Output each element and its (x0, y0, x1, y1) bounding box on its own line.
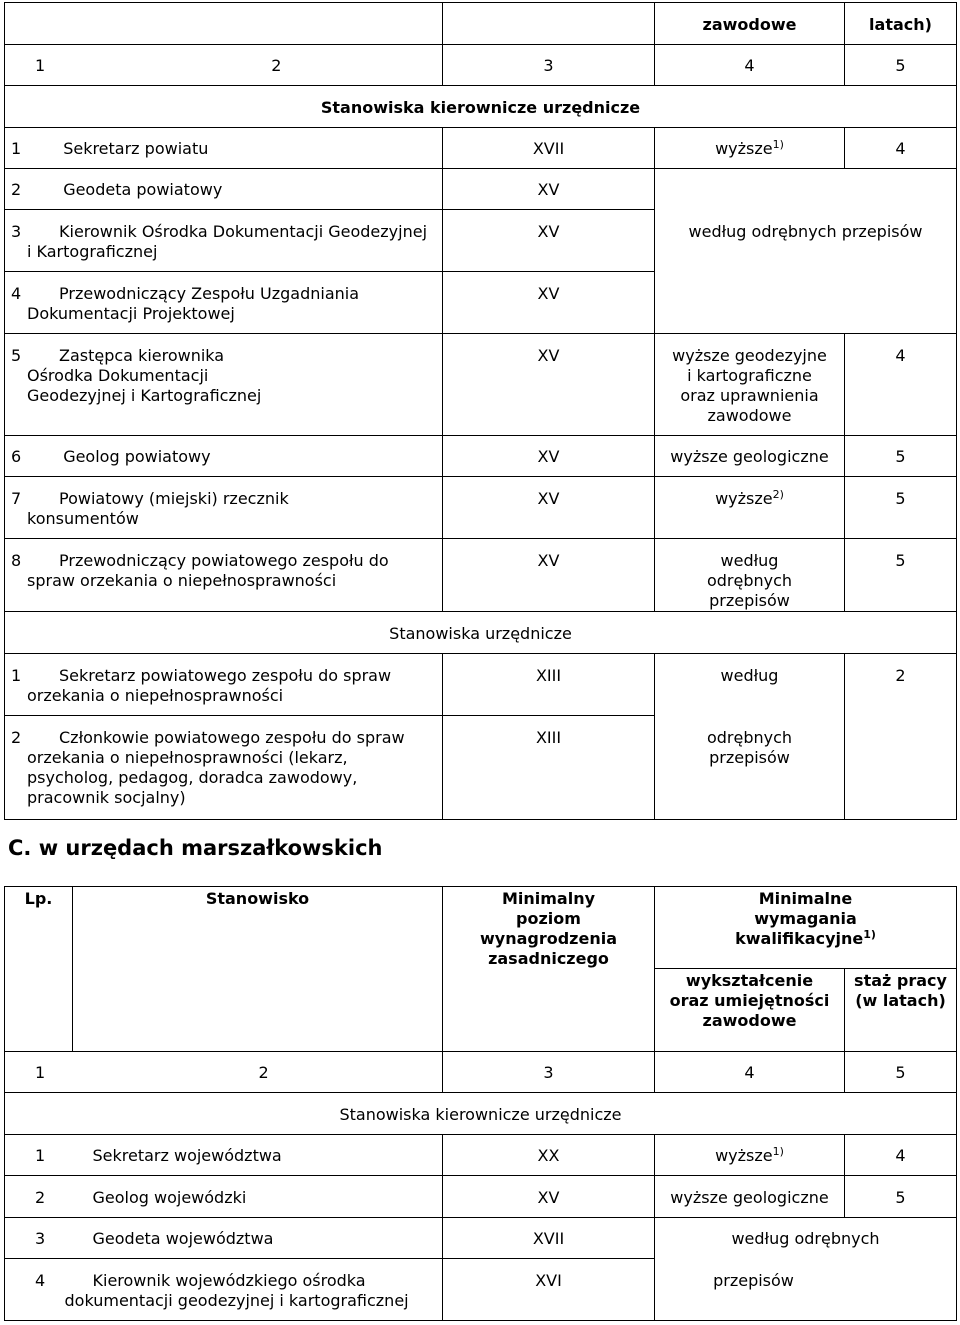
section-heading: Stanowiska kierownicze urzędnicze (5, 86, 957, 128)
row-number: 1 (5, 1135, 73, 1176)
section-row (5, 612, 957, 654)
position-name: Przewodniczący Zespołu Uzgadniania Dokumentacji Projektowej (27, 284, 360, 323)
salary-level: XV (443, 272, 655, 334)
row-number: 4 (11, 284, 22, 303)
table-row (5, 128, 957, 169)
column-number: 4 (655, 1052, 845, 1093)
row-number: 2 (5, 1176, 73, 1218)
row-number: 1 (11, 666, 22, 685)
footnote-ref: 1) (772, 1145, 784, 1158)
education-req: wyższe geologiczne (655, 436, 845, 477)
header-lp: Lp. (5, 887, 73, 1052)
column-number: 2 (73, 1052, 443, 1093)
row-number: 4 (5, 1259, 73, 1321)
position-name: Kierownik Ośrodka Dokumentacji Geodezyjnej i Kartograficznej (27, 222, 428, 261)
header-salary: Minimalny poziom wynagrodzenia zasadniczego (443, 887, 655, 1052)
education-req: według (655, 654, 845, 716)
section-heading: Stanowiska kierownicze urzędnicze (5, 1093, 957, 1135)
section-heading: Stanowiska urzędnicze (5, 612, 957, 654)
header-experience: staż pracy (w latach) (845, 969, 957, 1052)
row-number: 2 (11, 180, 22, 199)
column-number: 5 (845, 1052, 957, 1093)
column-number: 3 (443, 1052, 655, 1093)
position-name: Geolog powiatowy (63, 447, 211, 466)
salary-level: XX (443, 1135, 655, 1176)
table-row (5, 169, 957, 210)
position-name: Geodeta powiatowy (63, 180, 223, 199)
salary-level: XIII (443, 716, 655, 820)
column-number: 3 (443, 45, 655, 86)
position-name: Sekretarz powiatowego zespołu do spraw orzekania o niepełnosprawności (27, 666, 392, 705)
row-number: 3 (5, 1218, 73, 1259)
table-row (5, 334, 957, 436)
table-row (5, 436, 957, 477)
table-row (5, 1259, 957, 1321)
position-name: Kierownik wojewódzkiego ośrodka dokumentacji geodezyjnej i kartograficznej (64, 1271, 409, 1310)
header-position: Stanowisko (73, 887, 443, 1052)
footnote-ref: 1) (772, 138, 784, 151)
row-number: 5 (11, 346, 22, 365)
table-row (5, 539, 957, 612)
experience-years: 5 (845, 477, 957, 539)
row-number: 7 (11, 489, 22, 508)
experience-years: 4 (845, 1135, 957, 1176)
table-row (5, 3, 957, 45)
officials-table-powiat (4, 2, 957, 820)
position-name: Sekretarz województwa (73, 1135, 443, 1176)
education-req: odrębnych przepisów (655, 716, 845, 820)
column-number: 1 (35, 56, 46, 75)
column-number: 4 (655, 45, 845, 86)
table-row (5, 654, 957, 716)
column-number: 1 (5, 1052, 73, 1093)
salary-level: XVII (443, 1218, 655, 1259)
section-row (5, 1093, 957, 1135)
education-req: przepisów (655, 1259, 957, 1321)
position-name: Sekretarz powiatu (63, 139, 209, 158)
position-name: Przewodniczący powiatowego zespołu do spraw orzekania o niepełnosprawności (27, 551, 389, 590)
header-requirements: Minimalne wymagania kwalifikacyjne (735, 889, 864, 948)
education-req: według odrębnych (655, 1218, 957, 1259)
row-number: 2 (11, 728, 22, 747)
salary-level: XV (443, 334, 655, 436)
education-req: według odrębnych przepisów (655, 539, 845, 612)
row-number: 1 (11, 139, 22, 158)
education-req: wyższe geologiczne (655, 1176, 845, 1218)
salary-level: XIII (443, 654, 655, 716)
header-cell: latach) (845, 3, 957, 45)
position-name: Geolog wojewódzki (73, 1176, 443, 1218)
footnote-ref: 1) (863, 928, 876, 941)
column-numbers-row (5, 45, 957, 86)
experience-years: 5 (845, 1176, 957, 1218)
row-number: 6 (11, 447, 22, 466)
officials-table-marshal (4, 886, 957, 1321)
salary-level: XV (443, 210, 655, 272)
merged-requirements: według odrębnych przepisów (655, 169, 957, 334)
column-number: 5 (845, 45, 957, 86)
position-name: Zastępca kierownika Ośrodka Dokumentacji Geodezyjnej i Kartograficznej (27, 346, 262, 405)
salary-level: XV (443, 539, 655, 612)
table-row (5, 1176, 957, 1218)
column-number: 2 (271, 56, 282, 75)
experience-years: 4 (845, 128, 957, 169)
header-cell: zawodowe (655, 3, 845, 45)
position-name: Powiatowy (miejski) rzecznik konsumentów (27, 489, 289, 528)
salary-level: XV (443, 436, 655, 477)
experience-years: 2 (845, 654, 957, 716)
education-req: wyższe (715, 139, 773, 158)
salary-level: XV (443, 477, 655, 539)
section-row (5, 86, 957, 128)
salary-level: XVII (443, 128, 655, 169)
position-name: Geodeta województwa (73, 1218, 443, 1259)
header-education: wykształcenie oraz umiejętności zawodowe (655, 969, 845, 1052)
experience-years: 5 (845, 436, 957, 477)
salary-level: XV (443, 1176, 655, 1218)
header-row (5, 887, 957, 969)
table-row (5, 1135, 957, 1176)
column-numbers-row (5, 1052, 957, 1093)
table-row (5, 716, 957, 820)
position-name: Członkowie powiatowego zespołu do spraw orzekania o niepełnosprawności (lekarz, psycholog, pedagog, doradca zawodowy, pracownik socjalny) (27, 728, 405, 807)
education-req: wyższe (715, 489, 773, 508)
experience-years: 4 (845, 334, 957, 436)
table-row (5, 1218, 957, 1259)
row-number: 3 (11, 222, 22, 241)
table-row (5, 477, 957, 539)
footnote-ref: 2) (772, 488, 784, 501)
salary-level: XV (443, 169, 655, 210)
salary-level: XVI (443, 1259, 655, 1321)
education-req: wyższe (715, 1146, 773, 1165)
section-heading-c: C. w urzędach marszałkowskich (8, 836, 383, 860)
row-number: 8 (11, 551, 22, 570)
experience-years: 5 (845, 539, 957, 612)
education-req: wyższe geodezyjne i kartograficzne oraz uprawnienia zawodowe (655, 334, 845, 436)
